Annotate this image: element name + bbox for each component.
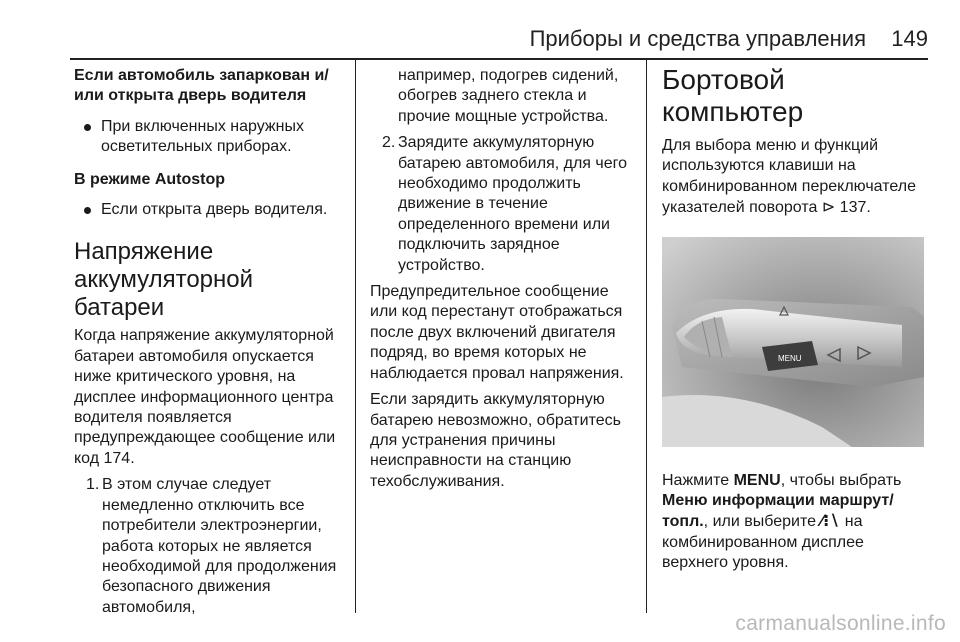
page-header (70, 26, 928, 56)
paragraph-press-menu (662, 471, 930, 574)
menu-name: Меню информации маршрут/топл. (662, 492, 894, 531)
watermark: carmanualsonline.info (735, 612, 946, 635)
press-text: Нажмите (662, 471, 730, 489)
heading-voltage: Напряжение аккумуляторной батареи (74, 238, 254, 322)
column-1 (74, 66, 346, 618)
list-item-1-text: В этом случае следует немедленно отключить все потребители электроэнергии, работа которых не является необходимой для продолжения безопасного движения автомобиля, (102, 476, 337, 616)
heading-computer: Бортовой компьютер (662, 64, 804, 127)
paragraph-intro (662, 136, 930, 219)
column-3 (662, 66, 930, 574)
list-item-2-number: 2. (382, 134, 396, 152)
paragraph-warning: Предупредительное сообщение или код перестанут отображаться после двух включений двигателя подряд, во время которых не наблюдается провал напряжения. (370, 283, 624, 382)
press-text-2: , чтобы выбрать (780, 471, 902, 489)
stalk-illustration (662, 237, 924, 447)
bullet-lights: При включенных наружных осветительных приборах. (74, 117, 346, 158)
paragraph-service: Если зарядить аккумуляторную батарею невозможно, обратитесь для устранения причины неисправности на станцию техобслуживания. (370, 391, 621, 490)
column-divider-2 (646, 60, 647, 613)
page-reference: 137. (839, 199, 871, 217)
page-number: 149 (891, 26, 928, 51)
heading-parked: Если автомобиль запаркован и/или открыта дверь водителя (74, 67, 329, 105)
bullet-door: Если открыта дверь водителя. (74, 200, 346, 220)
paragraph-voltage: Когда напряжение аккумуляторной батареи автомобиля опускается ниже критического уровня, на дисплее информационного центра водителя появляется предупреждающее сообщение или код 174. (74, 327, 336, 467)
intro-text: Для выбора меню и функций используются клавиши на комбинированном переключателе указателей поворота (662, 137, 916, 217)
menu-icon: ⁄⁝∖ (820, 511, 841, 531)
header-rule (70, 58, 928, 60)
turn-signal-stalk-image (662, 237, 924, 447)
list-item-1-number: 1. (86, 476, 100, 494)
list-item-2-text: Зарядите аккумуляторную батарею автомобиля, для чего необходимо продолжить движение в течение определенного времени или подключить зарядное устройство. (398, 134, 628, 274)
list-item-2 (370, 133, 635, 276)
column-divider-1 (355, 60, 356, 613)
press-text-4: на комбинированном дисплее верхнего уровня. (662, 513, 864, 572)
page-reference-icon: ⊳ (821, 197, 836, 217)
menu-button-label: MENU (778, 353, 802, 363)
list-item-1 (74, 475, 346, 618)
list-item-1-continued: например, подогрев сидений, обогрев заднего стекла и прочие мощные устройства. (398, 67, 619, 125)
heading-autostop: В режиме Autostop (74, 170, 226, 188)
column-2 (370, 66, 635, 492)
press-text-3: , или выберите (703, 513, 816, 531)
menu-key-label: MENU (733, 471, 781, 489)
header-title: Приборы и средства управления (529, 26, 866, 51)
